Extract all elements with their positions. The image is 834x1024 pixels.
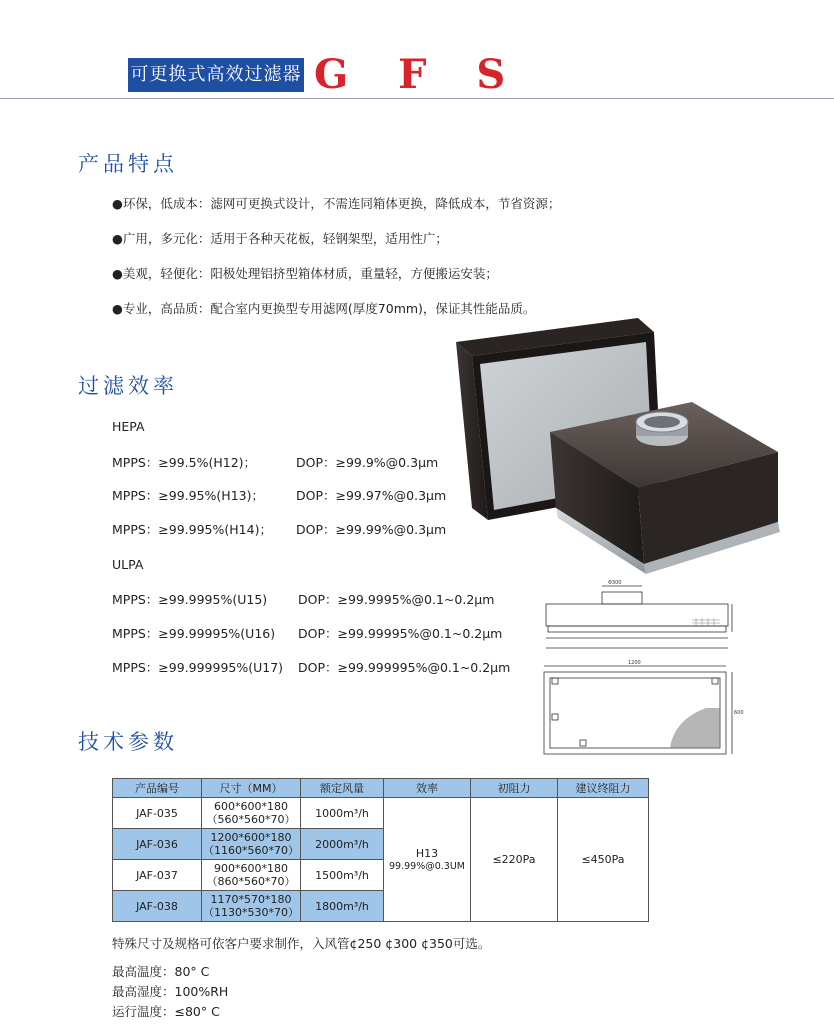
duct-collar-hole (644, 416, 680, 428)
hepa-mpps: MPPS：≥99.95%(H13)； (112, 488, 264, 503)
size-outer: 600*600*180 (214, 800, 288, 813)
brand-logo-text: G F S (314, 51, 524, 98)
size-outer: 1170*570*180 (210, 893, 292, 906)
flow-cell: 2000m³/h (301, 829, 384, 860)
technical-drawing (510, 580, 744, 770)
ulpa-mpps: MPPS：≥99.999995%(U17) (112, 660, 284, 675)
col-header: 产品编号 (113, 779, 202, 798)
feature-item: ●专业，高品质：配合室内更换型专用滤网(厚度70mm)，保证其性能品质。 (112, 301, 536, 316)
model-cell: JAF-037 (113, 860, 202, 891)
col-header: 额定风量 (301, 779, 384, 798)
size-outer: 900*600*180 (214, 862, 288, 875)
table-row (113, 798, 649, 829)
spec-header-row (113, 779, 649, 798)
size-inner: （860*560*70） (206, 875, 296, 888)
hepa-label: HEPA (112, 419, 145, 434)
custom-note: 特殊尺寸及规格可依客户要求制作，入风管¢250 ¢300 ¢350可选。 (112, 936, 491, 951)
spec-table (112, 778, 649, 922)
efficiency-title: 过滤效率 (78, 374, 178, 398)
ulpa-dop: DOP：≥99.9995%@0.1~0.2μm (298, 592, 495, 607)
height-dimension: 600 (734, 710, 744, 716)
hepa-mpps: MPPS：≥99.5%(H12)； (112, 455, 257, 470)
filter-product-photo (448, 312, 820, 592)
ulpa-mpps: MPPS：≥99.9995%(U15) (112, 592, 268, 607)
ulpa-label: ULPA (112, 557, 144, 572)
flow-cell: 1500m³/h (301, 860, 384, 891)
hepa-dop: DOP：≥99.97%@0.3μm (296, 488, 447, 503)
size-cell (202, 891, 301, 922)
width-dimension: 1200 (628, 660, 641, 666)
size-inner: （1160*560*70） (203, 844, 299, 857)
model-cell: JAF-035 (113, 798, 202, 829)
initial-resistance-cell: ≤220Pa (471, 798, 558, 922)
col-header: 初阻力 (471, 779, 558, 798)
pipe-dimension: Φ300 (608, 580, 622, 586)
efficiency-cell (384, 798, 471, 922)
ulpa-mpps: MPPS：≥99.99995%(U16) (112, 626, 276, 641)
flow-cell: 1800m³/h (301, 891, 384, 922)
col-header: 建议终阻力 (558, 779, 649, 798)
hepa-dop: DOP：≥99.99%@0.3μm (296, 522, 447, 537)
features-title: 产品特点 (78, 152, 178, 176)
max-temp-note: 最高温度：80° C (112, 964, 210, 979)
size-cell (202, 798, 301, 829)
specs-title: 技术参数 (78, 730, 178, 754)
ulpa-dop: DOP：≥99.999995%@0.1~0.2μm (298, 660, 511, 675)
size-cell (202, 829, 301, 860)
feature-item: ●美观，轻便化：阳极处理铝挤型箱体材质，重量轻，方便搬运安装； (112, 266, 498, 281)
op-temp-note: 运行温度：≤80° C (112, 1004, 220, 1019)
efficiency-grade: H13 (415, 846, 439, 860)
max-humidity-note: 最高湿度：100%RH (112, 984, 229, 999)
hepa-dop: DOP：≥99.9%@0.3μm (296, 455, 439, 470)
hepa-mpps: MPPS：≥99.995%(H14)； (112, 522, 272, 537)
size-outer: 1200*600*180 (210, 831, 292, 844)
feature-item: ●环保，低成本：滤网可更换式设计，不需连同箱体更换，降低成本，节省资源； (112, 196, 561, 211)
col-header: 效率 (384, 779, 471, 798)
model-cell: JAF-038 (113, 891, 202, 922)
col-header: 尺寸（MM） (202, 779, 301, 798)
size-inner: （1130*530*70） (203, 906, 299, 919)
header-divider (0, 98, 834, 99)
feature-item: ●广用，多元化：适用于各种天花板，轻钢架型，适用性广； (112, 231, 448, 246)
size-inner: （560*560*70） (206, 813, 296, 826)
ulpa-dop: DOP：≥99.99995%@0.1~0.2μm (298, 626, 503, 641)
flow-cell: 1000m³/h (301, 798, 384, 829)
size-cell (202, 860, 301, 891)
efficiency-value: 99.99%@0.3UM (389, 860, 465, 872)
final-resistance-cell: ≤450Pa (558, 798, 649, 922)
model-cell: JAF-036 (113, 829, 202, 860)
cutaway-mesh (670, 708, 720, 748)
product-title-banner: 可更换式高效过滤器 (128, 58, 304, 92)
